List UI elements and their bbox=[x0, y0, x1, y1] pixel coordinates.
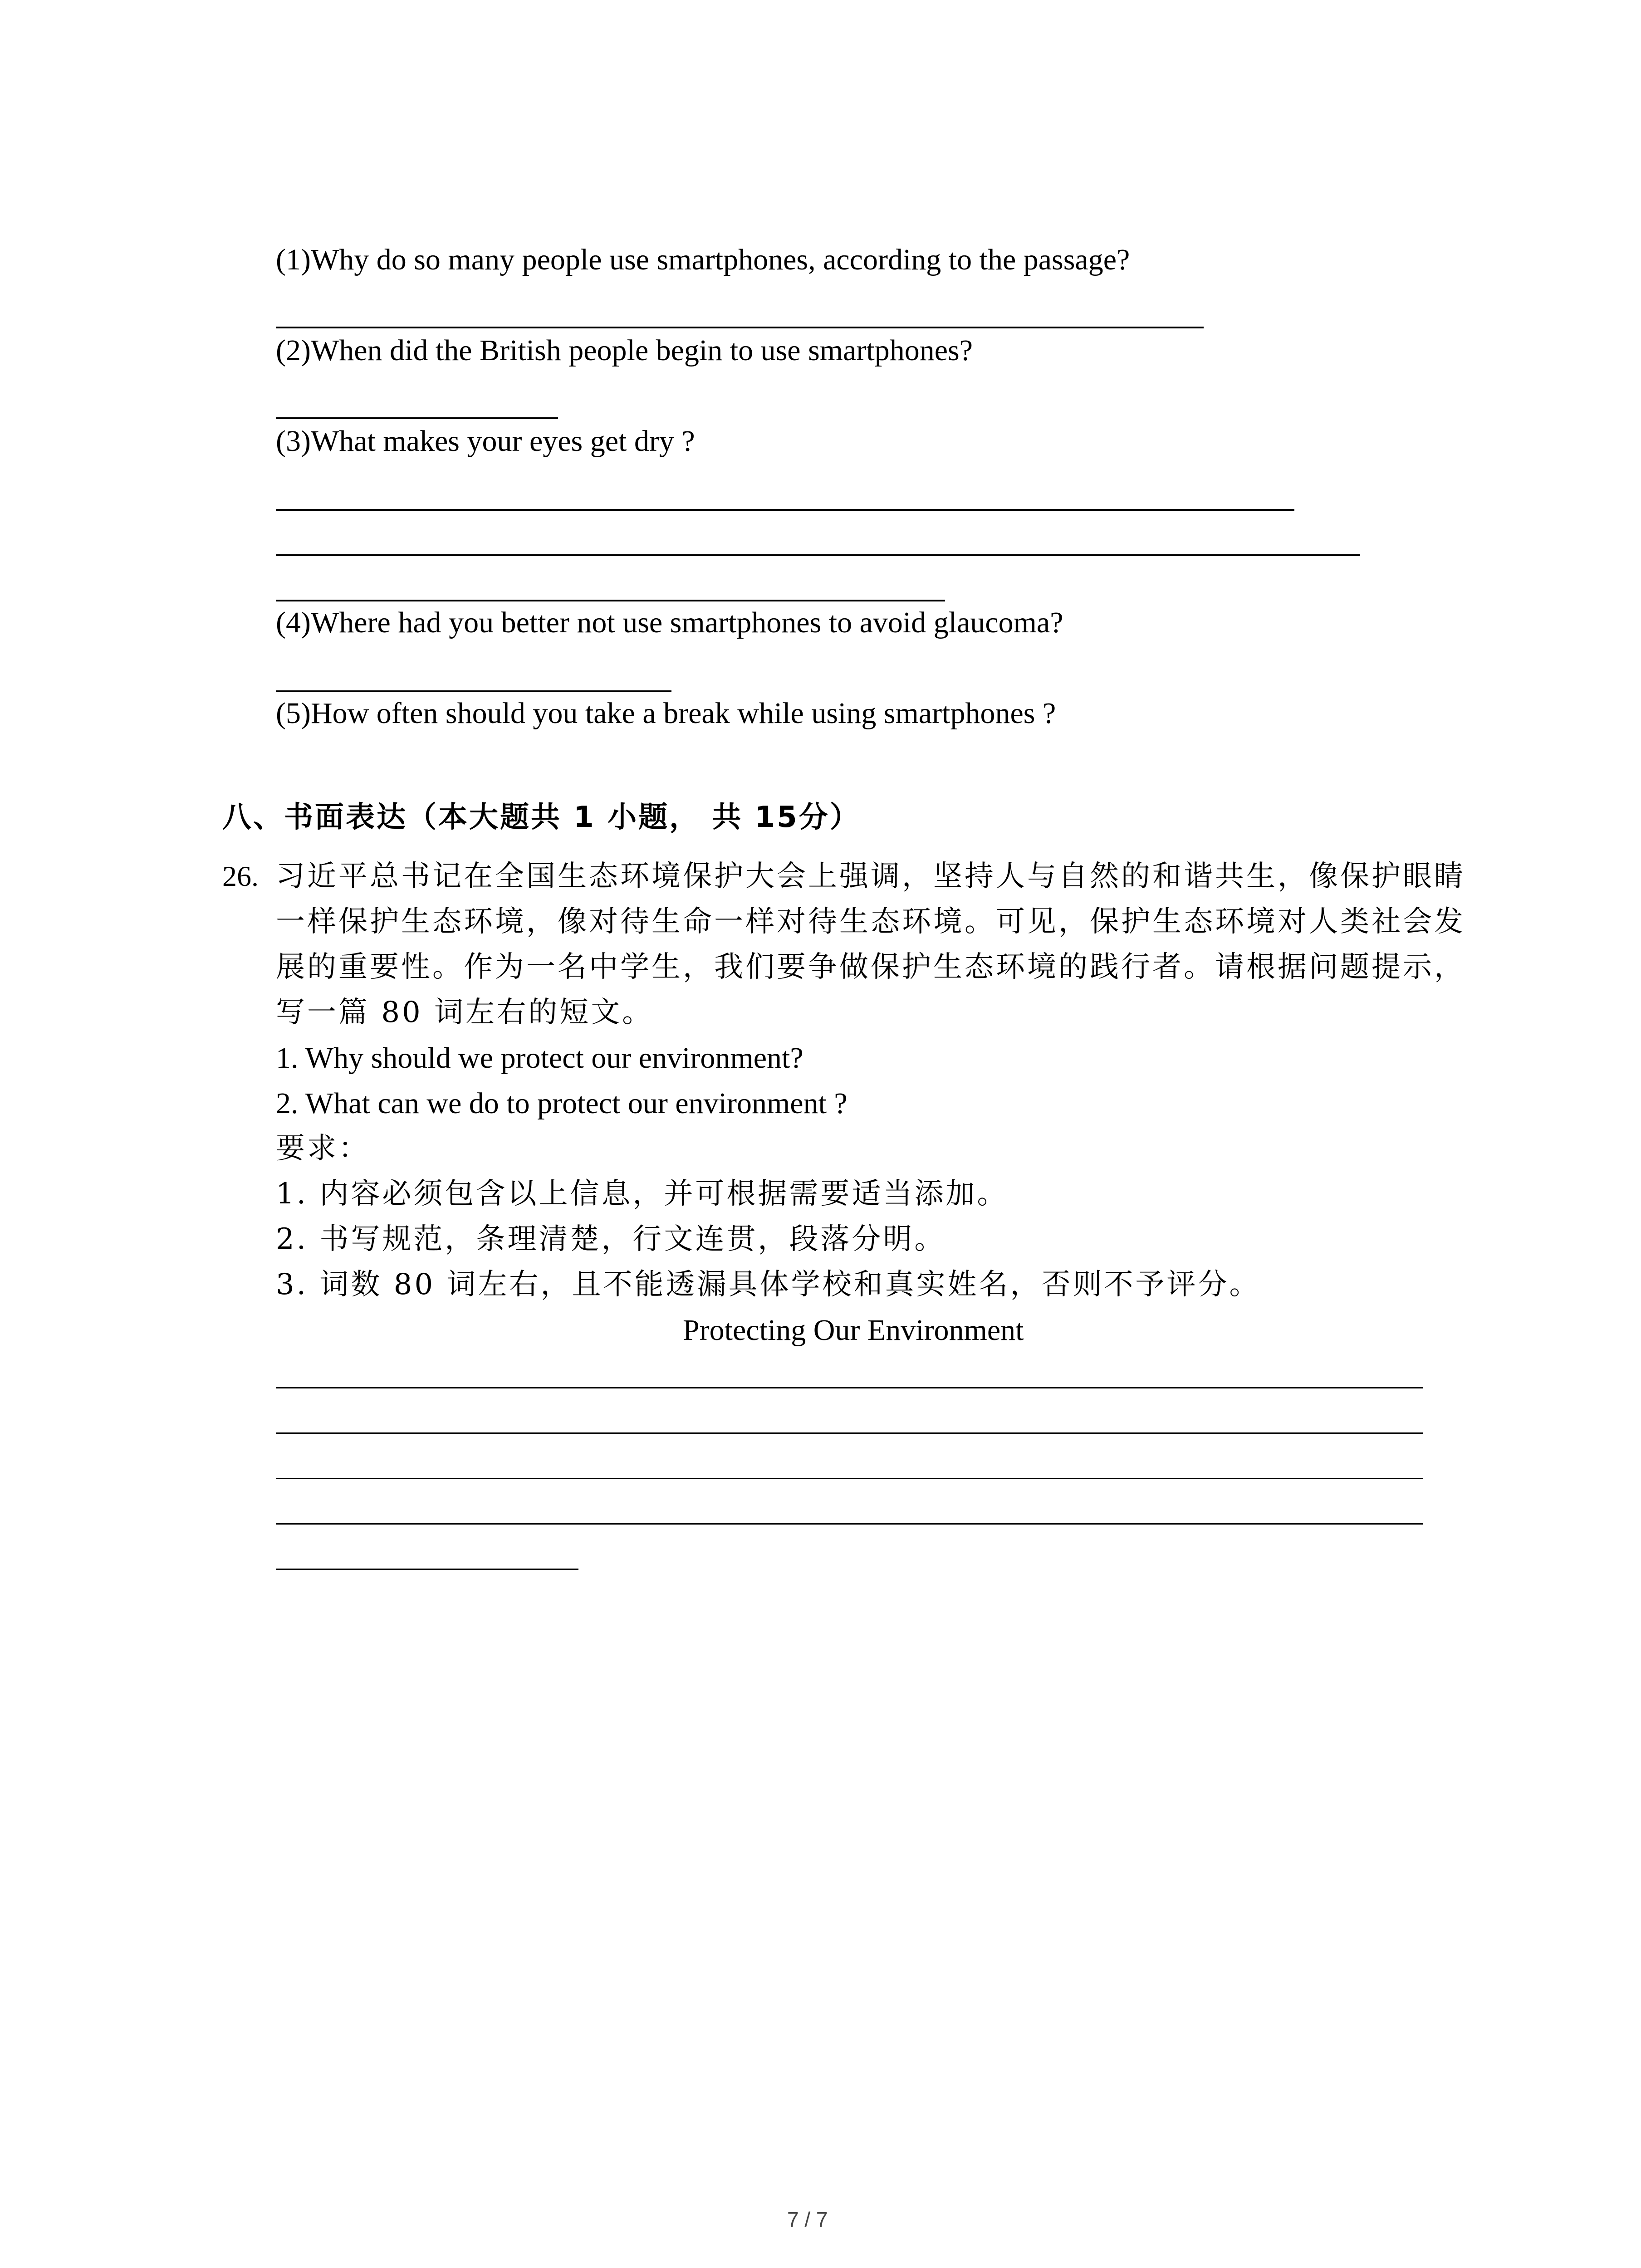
question-1: (1)Why do so many people use smartphones, according to the passage? bbox=[276, 243, 1130, 276]
requirement-1: 1. 内容必须包含以上信息，并可根据需要适当添加。 bbox=[276, 1177, 1009, 1211]
answer-line-4[interactable] bbox=[276, 690, 671, 692]
requirements-label: 要求： bbox=[276, 1132, 370, 1165]
essay-line-1[interactable] bbox=[276, 1387, 1423, 1388]
essay-line-2[interactable] bbox=[276, 1432, 1423, 1434]
question-number: 26. bbox=[222, 860, 259, 892]
essay-line-4[interactable] bbox=[276, 1523, 1423, 1525]
answer-line-3c[interactable] bbox=[276, 600, 945, 601]
essay-line-5[interactable] bbox=[276, 1569, 578, 1570]
answer-line-3a[interactable] bbox=[276, 509, 1294, 511]
question-3: (3)What makes your eyes get dry ? bbox=[276, 425, 695, 458]
prompt-line-1: 习近平总书记在全国生态环境保护大会上强调，坚持人与自然的和谐共生，像保护眼睛 bbox=[276, 860, 1465, 893]
hint-1: 1. Why should we protect our environment? bbox=[276, 1041, 803, 1075]
answer-line-2[interactable] bbox=[276, 417, 558, 419]
prompt-line-3: 展的重要性。作为一名中学生，我们要争做保护生态环境的践行者。请根据问题提示， bbox=[276, 950, 1465, 984]
requirement-2: 2. 书写规范，条理清楚，行文连贯，段落分明。 bbox=[276, 1222, 946, 1256]
requirement-3: 3. 词数 80 词左右，且不能透漏具体学校和真实姓名，否则不予评分。 bbox=[276, 1268, 1261, 1301]
essay-title: Protecting Our Environment bbox=[683, 1314, 1024, 1347]
question-4: (4)Where had you better not use smartphones to avoid glaucoma? bbox=[276, 606, 1063, 639]
question-2: (2)When did the British people begin to use smartphones? bbox=[276, 334, 973, 367]
essay-line-3[interactable] bbox=[276, 1478, 1423, 1479]
hint-2: 2. What can we do to protect our environment ? bbox=[276, 1087, 847, 1120]
page-number: 7 / 7 bbox=[787, 2208, 828, 2231]
section-heading: 八、书面表达（本大题共 1 小题， 共 15分） bbox=[222, 801, 861, 834]
prompt-line-2: 一样保护生态环境，像对待生命一样对待生态环境。可见，保护生态环境对人类社会发 bbox=[276, 905, 1465, 938]
answer-line-3b[interactable] bbox=[276, 554, 1360, 556]
prompt-line-4: 写一篇 80 词左右的短文。 bbox=[276, 996, 654, 1029]
answer-line-1[interactable] bbox=[276, 327, 1204, 328]
question-5: (5)How often should you take a break while using smartphones ? bbox=[276, 697, 1056, 730]
